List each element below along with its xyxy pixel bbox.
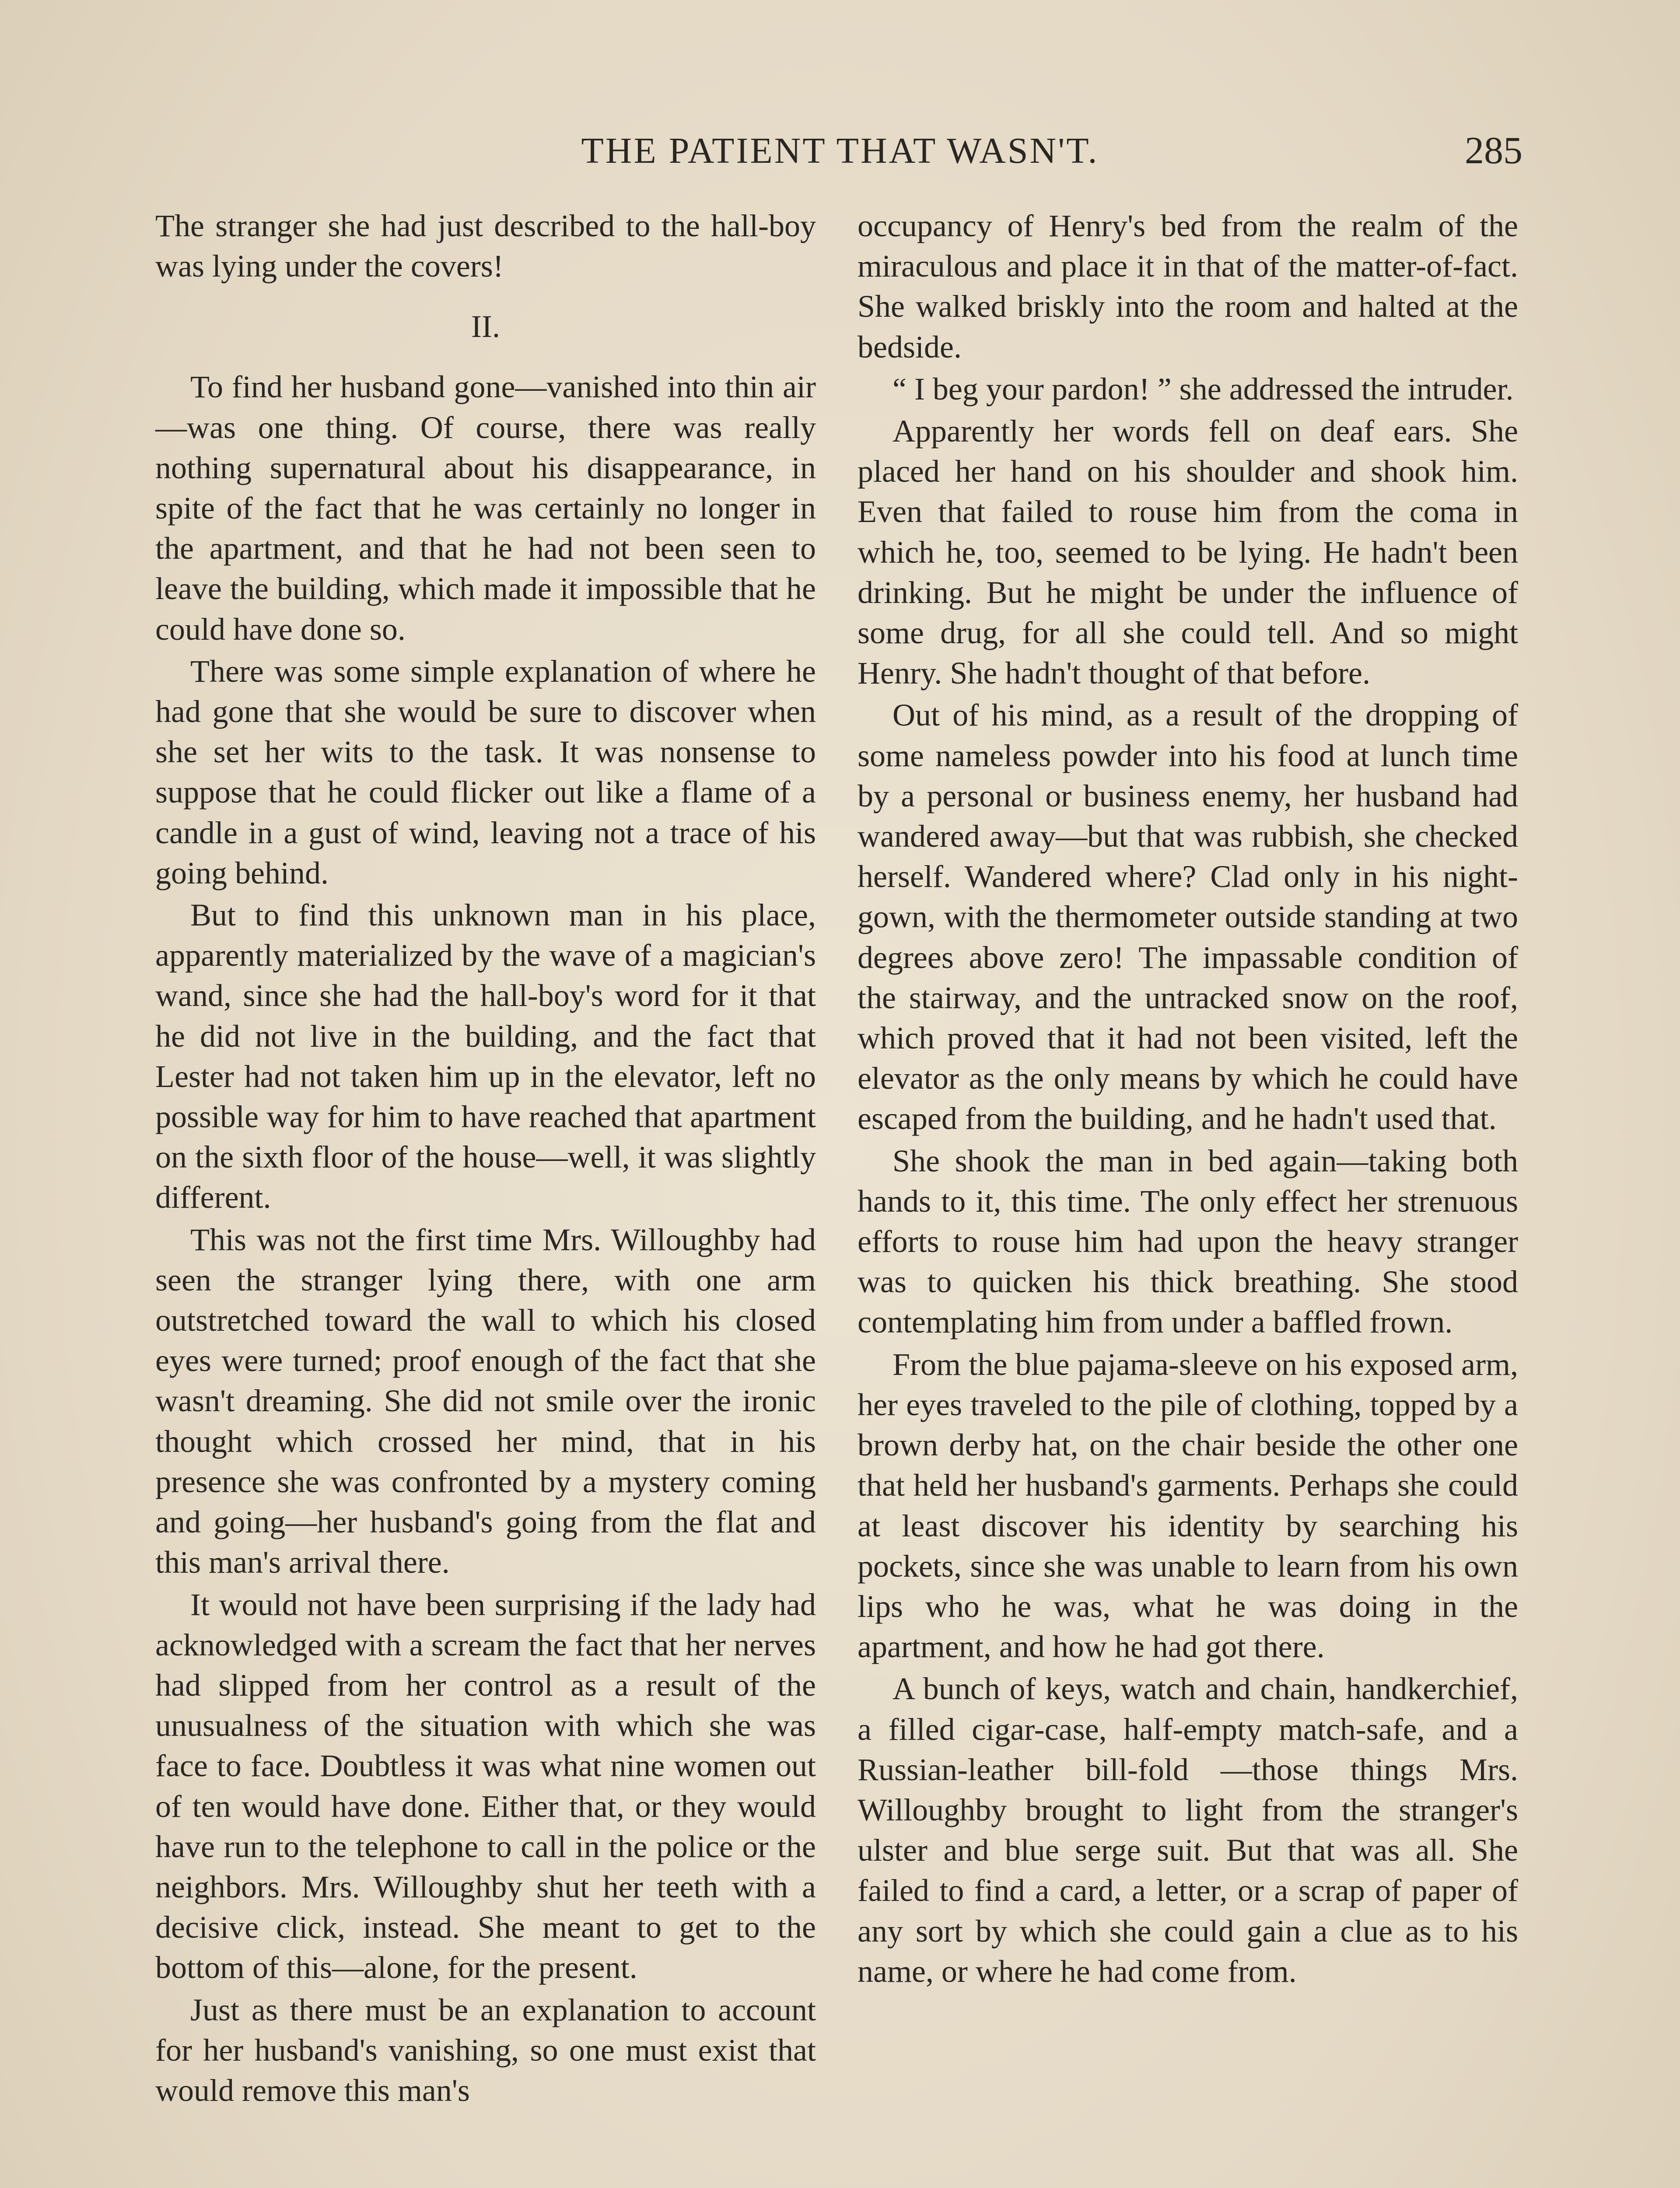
- right-paragraph: Out of his mind, as a result of the dropping of some nameless powder into his food at lunch time by a personal or business enemy, her husband had wandered away—but that was rubbish, she checked herself. Wandered where? Clad only in his nightgown, with the thermometer outside standing at two degrees above zero! The impassable condition of the stairway, and the untracked snow on the roof, which proved that it had not been visited, left the elevator as the only means by which he could have escaped from the building, and he hadn't used that.: [858, 698, 1518, 1136]
- left-paragraph: But to find this unknown man in his place, apparently materialized by the wave of a magician's wand, since she had the hall-boy's word for it that he did not live in the building, and the fact that Lester had not taken him up in the elevator, left no possible way for him to have reached that apartment on the sixth floor of the house—well, it was slightly different.: [155, 898, 816, 1215]
- left-opening-paragraph: The stranger she had just described to the hall-boy was lying under the covers!: [155, 208, 816, 284]
- right-paragraph: From the blue pajama-sleeve on his exposed arm, her eyes traveled to the pile of clothing, topped by a brown derby hat, on the chair beside the other one that held her husband's garments. Perhaps she could at least discover his identity by searching his pockets, since she was unable to learn from his own lips who he was, what he was doing in the apartment, and how he had got there.: [858, 1346, 1518, 1665]
- right-paragraph: A bunch of keys, watch and chain, handkerchief, a filled cigar-case, half-empty match-safe, and a Russian-leather bill-fold —those things Mrs. Willoughby brought to light from the stranger's ulster and blue serge suit. But that was all. She failed to find a card, a letter, or a scrap of paper of any sort by which she could gain a clue as to his name, or where he had come from.: [858, 1671, 1518, 1989]
- page-number: 285: [1465, 130, 1522, 172]
- right-paragraph: She shook the man in bed again—taking both hands to it, this time. The only effect her strenuous efforts to rouse him had upon the heavy stranger was to quicken his thick breathing. She stood contemplating him from under a baffled frown.: [858, 1143, 1518, 1340]
- right-continuation-paragraph: occupancy of Henry's bed from the realm of the miraculous and place it in that of the matter-of-fact. She walked briskly into the room and halted at the bedside.: [858, 208, 1518, 365]
- running-title: THE PATIENT THAT WASN'T.: [581, 130, 1099, 171]
- left-paragraph: There was some simple explanation of where he had gone that she would be sure to discover when she set her wits to the task. It was nonsense to suppose that he could flicker out like a flame of a candle in a gust of wind, leaving not a trace of his going behind.: [155, 653, 816, 891]
- section-numeral: II.: [471, 309, 500, 344]
- right-paragraph: Apparently her words fell on deaf ears. She placed her hand on his shoulder and shook him. Even that failed to rouse him from the coma in which he, too, seemed to be lying. He hadn't been drinking. But he might be under the influence of some drug, for all she could tell. And so might Henry. She hadn't thought of that before.: [858, 414, 1518, 691]
- left-paragraph: It would not have been surprising if the lady had acknowledged with a scream the fact that her nerves had slipped from her control as a result of the unusualness of the situation with which she was face to face. Doubtless it was what nine women out of ten would have done. Either that, or they would have run to the telephone to call in the police or the neighbors. Mrs. Willoughby shut her teeth with a decisive click, instead. She meant to get to the bottom of this—alone, for the present.: [155, 1587, 816, 1985]
- left-column: [155, 206, 816, 2112]
- left-paragraph: To find her husband gone—vanished into thin air—was one thing. Of course, there was really nothing supernatural about his disappearance, in spite of the fact that he was certainly no longer in the apartment, and that he had not been seen to leave the building, which made it impossible that he could have done so.: [155, 369, 816, 647]
- right-column: [858, 206, 1518, 1993]
- running-head: [158, 125, 1522, 177]
- left-paragraph: This was not the first time Mrs. Willoughby had seen the stranger lying there, with one arm outstretched toward the wall to which his closed eyes were turned; proof enough of the fact that she wasn't dreaming. She did not smile over the ironic thought which crossed her mind, that in his presence she was confronted by a mystery coming and going—her husband's going from the flat and this man's arrival there.: [155, 1222, 816, 1580]
- right-paragraph: “ I beg your pardon! ” she addressed the intruder.: [892, 371, 1514, 407]
- left-paragraph: Just as there must be an explanation to account for her husband's vanishing, so one must exist that would remove this man's: [155, 1992, 816, 2108]
